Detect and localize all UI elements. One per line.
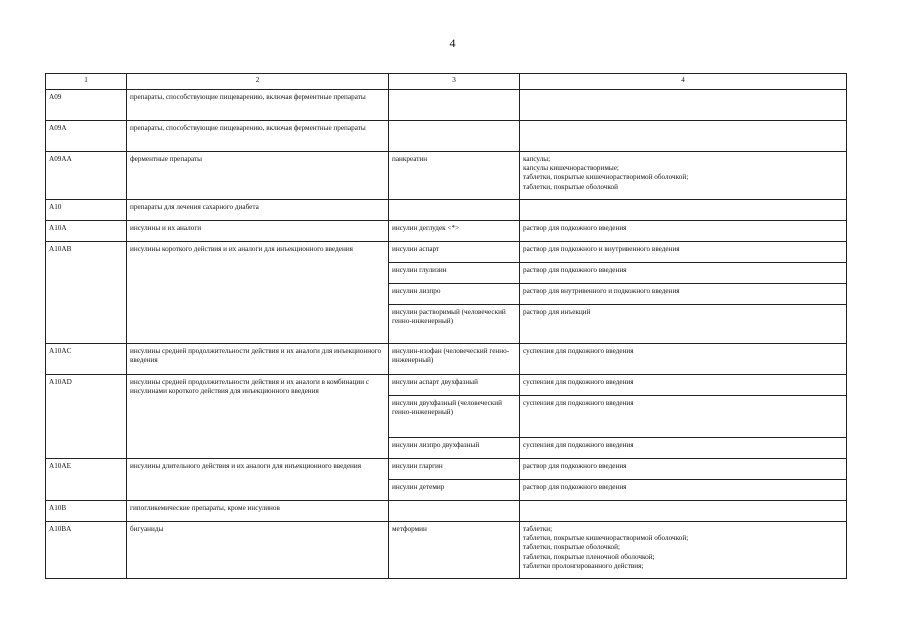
dosage-forms-cell <box>520 396 847 438</box>
dosage-forms-cell <box>520 242 847 263</box>
drug-name-cell <box>389 90 520 121</box>
dosage-form-line: раствор для подкожного и внутривенного введения <box>523 245 680 253</box>
drug-name-cell <box>389 501 520 522</box>
dosage-forms-cell <box>520 375 847 396</box>
atc-code-cell: A09AA <box>46 152 127 200</box>
drug-name-cell: инсулин двухфазный (человеческий генно-инженерный) <box>389 396 520 438</box>
atc-code-cell: A10B <box>46 501 127 522</box>
table-row <box>46 501 847 522</box>
table-row <box>46 459 847 480</box>
dosage-form-line: капсулы; <box>523 155 551 163</box>
dosage-forms-cell <box>520 284 847 305</box>
drug-name-cell: панкреатин <box>389 152 520 200</box>
atc-group-cell: инсулины и их аналоги <box>127 221 389 242</box>
atc-code-cell: A09 <box>46 90 127 121</box>
dosage-forms-cell <box>520 90 847 121</box>
drug-name-cell <box>389 200 520 221</box>
dosage-form-line: таблетки, покрытые кишечнорастворимой оболочкой; <box>523 173 689 182</box>
atc-code-cell: A10AB <box>46 242 127 344</box>
dosage-form-line: суспензия для подкожного введения <box>523 399 634 407</box>
atc-group-cell: препараты, способствующие пищеварению, включая ферментные препараты <box>127 121 389 152</box>
atc-group-cell: препараты, способствующие пищеварению, включая ферментные препараты <box>127 90 389 121</box>
atc-code-cell: A10AD <box>46 375 127 459</box>
atc-group-cell: инсулины средней продолжительности действия и их аналоги для инъекционного введения <box>127 344 389 375</box>
dosage-form-line: капсулы кишечнорастворимые; <box>523 164 619 173</box>
table-row <box>46 152 847 200</box>
dosage-forms-cell <box>520 200 847 221</box>
atc-group-cell: ферментные препараты <box>127 152 389 200</box>
drug-name-cell: инсулин деглудек <*> <box>389 221 520 242</box>
header-col-2: 2 <box>127 74 389 90</box>
drug-name-cell: инсулин глулизин <box>389 263 520 284</box>
drug-name-cell: инсулин лизпро двухфазный <box>389 438 520 459</box>
drug-name-cell: инсулин-изофан (человеческий генно-инженерный) <box>389 344 520 375</box>
atc-code-cell: A10AE <box>46 459 127 501</box>
dosage-form-line: раствор для подкожного введения <box>523 224 627 232</box>
dosage-forms-cell <box>520 438 847 459</box>
dosage-forms-cell <box>520 344 847 375</box>
dosage-form-line: таблетки, покрытые пленочной оболочкой; <box>523 552 655 561</box>
dosage-form-line: таблетки, покрытые оболочкой; <box>523 543 620 552</box>
table-row <box>46 221 847 242</box>
drug-name-cell: метформин <box>389 522 520 579</box>
atc-code-cell: A09A <box>46 121 127 152</box>
table-row <box>46 90 847 121</box>
dosage-form-line: раствор для внутривенного и подкожного введения <box>523 287 680 295</box>
dosage-form-line: раствор для подкожного введения <box>523 266 627 274</box>
table-row <box>46 344 847 375</box>
drug-name-cell: инсулин лизпро <box>389 284 520 305</box>
dosage-forms-cell <box>520 459 847 480</box>
dosage-forms-cell <box>520 221 847 242</box>
atc-code-cell: A10AC <box>46 344 127 375</box>
table-row <box>46 242 847 263</box>
drug-table <box>45 73 847 579</box>
drug-name-cell: инсулин аспарт двухфазный <box>389 375 520 396</box>
page-number: 4 <box>449 36 456 50</box>
drug-name-cell: инсулин растворимый (человеческий генно-инженерный) <box>389 305 520 344</box>
atc-group-cell: инсулины средней продолжительности действия и их аналоги в комбинации с инсулинами короткого действия для инъекционного введения <box>127 375 389 459</box>
atc-code-cell: A10 <box>46 200 127 221</box>
dosage-form-line: таблетки, покрытые кишечнорастворимой оболочкой; <box>523 534 689 543</box>
dosage-form-line: суспензия для подкожного введения <box>523 378 634 386</box>
dosage-form-line: суспензия для подкожного введения <box>523 347 634 355</box>
table-row <box>46 121 847 152</box>
atc-code-cell: A10BA <box>46 522 127 579</box>
dosage-forms-cell <box>520 263 847 284</box>
drug-name-cell: инсулин гларгин <box>389 459 520 480</box>
atc-group-cell: инсулины короткого действия и их аналоги для инъекционного введения <box>127 242 389 344</box>
dosage-form-line: раствор для инъекций <box>523 308 591 316</box>
table-row <box>46 200 847 221</box>
dosage-form-line: раствор для подкожного введения <box>523 483 627 491</box>
dosage-forms-cell <box>520 121 847 152</box>
drug-name-cell <box>389 121 520 152</box>
dosage-form-line: таблетки пролонгированного действия; <box>523 561 644 570</box>
table-row <box>46 375 847 396</box>
dosage-form-line: суспензия для подкожного введения <box>523 441 634 449</box>
dosage-forms-cell <box>520 501 847 522</box>
drug-name-cell: инсулин детемир <box>389 480 520 501</box>
atc-group-cell: инсулины длительного действия и их аналоги для инъекционного введения <box>127 459 389 501</box>
dosage-forms-cell <box>520 522 847 579</box>
header-col-4: 4 <box>520 74 847 90</box>
table-row <box>46 522 847 579</box>
dosage-form-line: таблетки; <box>523 525 553 533</box>
dosage-forms-cell <box>520 152 847 200</box>
dosage-form-line: таблетки, покрытые оболочкой <box>523 182 618 191</box>
atc-group-cell: гипогликемические препараты, кроме инсулинов <box>127 501 389 522</box>
dosage-forms-cell <box>520 480 847 501</box>
drug-name-cell: инсулин аспарт <box>389 242 520 263</box>
header-col-1: 1 <box>46 74 127 90</box>
dosage-forms-cell <box>520 305 847 344</box>
atc-code-cell: A10A <box>46 221 127 242</box>
header-row <box>46 74 847 90</box>
atc-group-cell: препараты для лечения сахарного диабета <box>127 200 389 221</box>
header-col-3: 3 <box>389 74 520 90</box>
atc-group-cell: бигуаниды <box>127 522 389 579</box>
dosage-form-line: раствор для подкожного введения <box>523 462 627 470</box>
table-body <box>46 90 847 579</box>
